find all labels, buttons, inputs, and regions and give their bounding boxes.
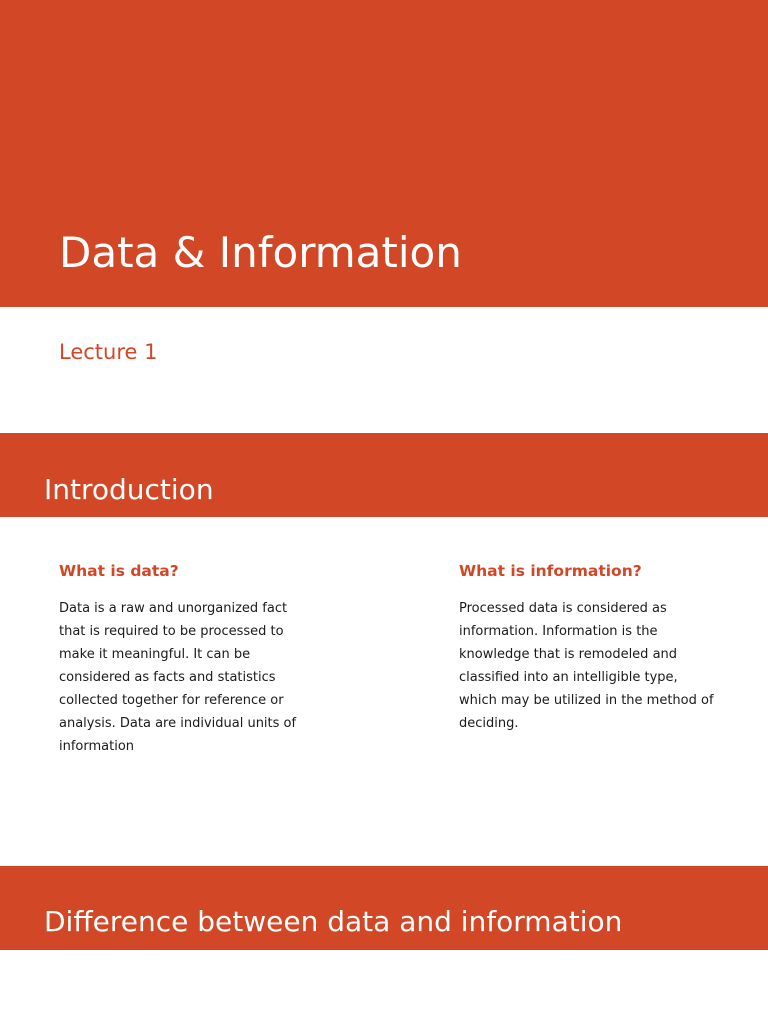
data-definition-text: Data is a raw and unorganized fact that is required to be processed to make it meaningful. It can be considered as facts and statistics collected together for reference or analysis. Data are individual units of information bbox=[59, 601, 297, 754]
intro-heading: Introduction bbox=[44, 473, 214, 506]
information-definition-text: Processed data is considered as information. Information is the knowledge that is remodeled and classified into an intelligible type, which may be utilized in the method of deciding. bbox=[459, 601, 714, 731]
information-question-heading: What is information? bbox=[459, 562, 642, 580]
difference-heading: Difference between data and information bbox=[44, 905, 623, 938]
slide-title: Data & Information bbox=[59, 228, 462, 277]
slide-subtitle: Lecture 1 bbox=[59, 340, 158, 364]
data-question-heading: What is data? bbox=[59, 562, 179, 580]
